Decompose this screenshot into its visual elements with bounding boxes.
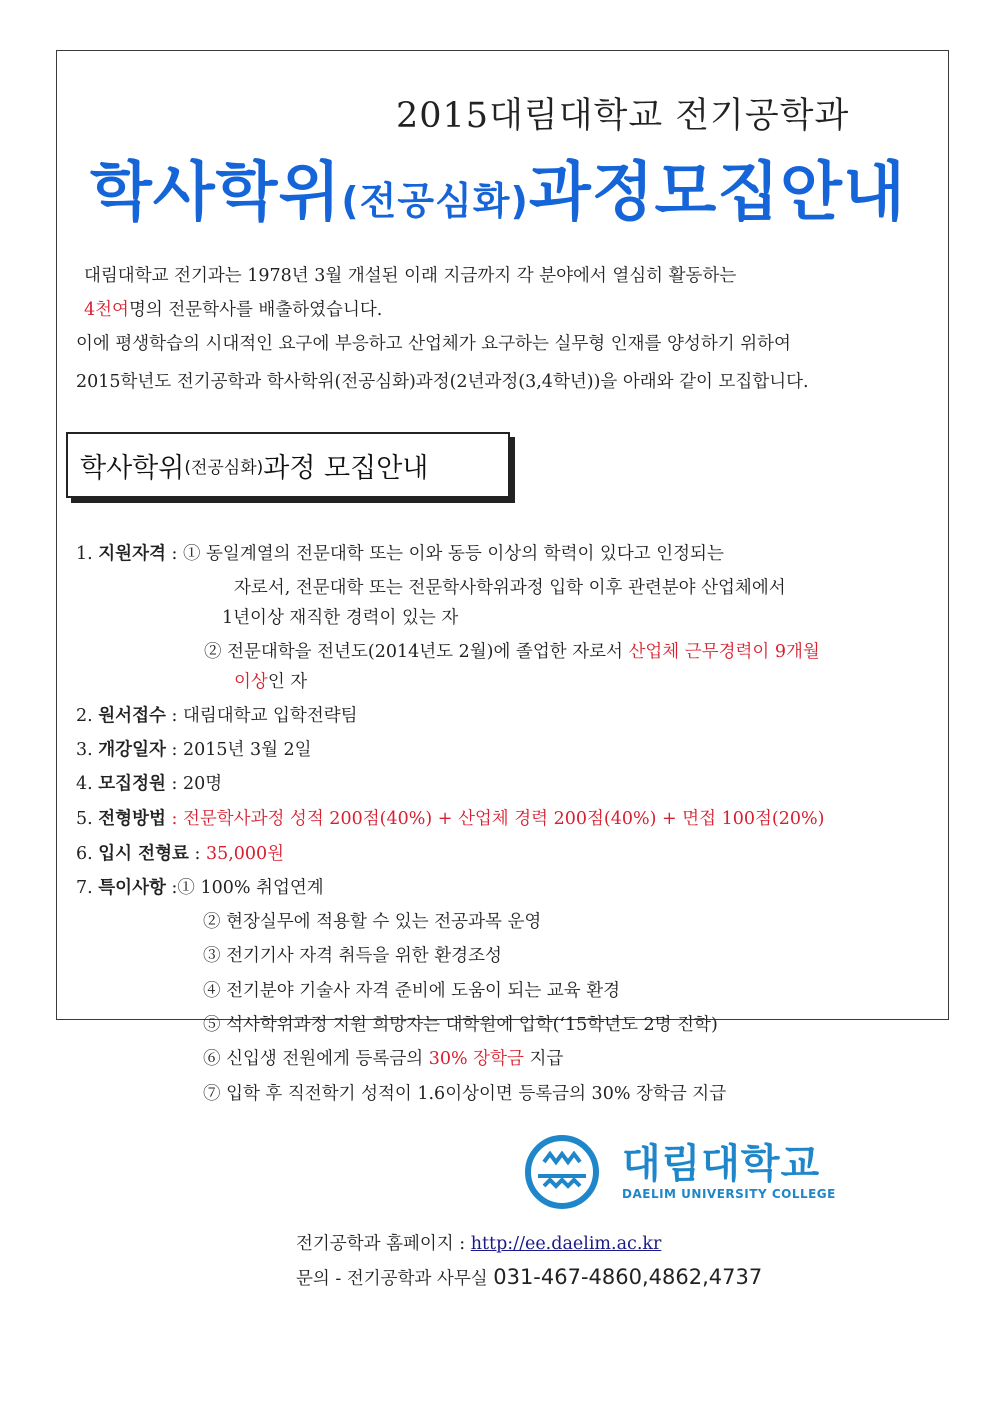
item-2 [76,702,358,727]
logo-korean-name: 대림대학교 [622,1141,821,1187]
item-1-heading [76,540,724,565]
item-4-value: : 20명 [171,774,223,794]
item-6 [76,840,284,865]
item-7-number: 7. [76,878,93,898]
item-5-label: 전형방법 [98,809,166,829]
intro-line-3: 이에 평생학습의 시대적인 요구에 부응하고 산업체가 요구하는 실무형 인재를 양성하기 위하여 [76,334,791,354]
main-title [90,141,906,233]
section-heading-part-3: 과정 모집안내 [263,452,429,484]
item-6-value: 35,000원 [205,844,285,864]
main-title-part-3: 과정모집안내 [528,156,906,230]
item-7-sub-2: ② 현장실무에 적용할 수 있는 전공과목 운영 [203,912,542,932]
item-6-label: 입시 전형료 [98,844,189,864]
item-7-sub-3: ③ 전기기사 자격 취득을 위한 환경조성 [203,946,502,966]
homepage-label: 전기공학과 홈페이지 : [296,1234,471,1254]
intro-line-2-rest: 명의 전문학사를 배출하였습니다. [128,300,383,320]
item-2-label: 원서접수 [98,706,166,726]
item-3-value: : 2015년 3월 2일 [171,740,312,760]
item-2-number: 2. [76,706,93,726]
item-7-sub-1: :① 100% 취업연계 [171,878,324,898]
contact-line [296,1265,762,1290]
item-5-value: : 전문학사과정 성적 200점(40%) + 산업체 경력 200점(40%) + 면접 100점(20%) [171,809,825,829]
logo-english-name: DAELIM UNIVERSITY COLLEGE [622,1187,836,1201]
item-1-line-4-highlight: 산업체 근무경력이 9개월 [628,642,820,662]
item-7-sub-4: ④ 전기분야 기술사 자격 준비에 도움이 되는 교육 환경 [203,981,621,1001]
homepage-line [296,1230,661,1255]
intro-line-2 [84,296,382,321]
item-1-line-3: 1년이상 재직한 경력이 있는 자 [222,608,459,628]
homepage-link[interactable]: http://ee.daelim.ac.kr [470,1234,662,1254]
item-1-line-5 [234,668,307,693]
item-1-line-5-text: 인 자 [267,672,308,692]
item-7-sub-6-end: 지급 [523,1049,564,1069]
item-1-line-4 [204,638,820,663]
intro-line-1: 대림대학교 전기과는 1978년 3월 개설된 이래 지금까지 각 분야에서 열심히 활동하는 [84,266,737,286]
contact-label: 문의 - 전기공학과 사무실 [296,1269,494,1289]
item-7-label: 특이사항 [98,878,166,898]
university-logo-icon [514,1130,614,1210]
item-4 [76,770,222,795]
item-1-line-2: 자로서, 전문대학 또는 전문학사학위과정 입학 이후 관련분야 산업체에서 [234,578,786,598]
item-7-sub-6 [203,1045,563,1070]
section-heading-part-1: 학사학위 [80,452,185,484]
item-1-number: 1. [76,544,93,564]
item-3-label: 개강일자 [98,740,166,760]
intro-highlight: 4천여 [84,300,129,320]
section-heading [66,432,510,498]
item-6-colon: : [194,844,206,864]
item-7 [76,874,324,899]
item-7-sub-7: ⑦ 입학 후 직전학기 성적이 1.6이상이면 등록금의 30% 장학금 지급 [203,1084,727,1104]
main-title-part-2: (전공심화) [341,179,529,223]
item-5-number: 5. [76,809,93,829]
item-1-line-5-highlight: 이상 [234,672,268,692]
item-7-sub-6-highlight: 30% 장학금 [428,1049,524,1069]
item-3 [76,736,312,761]
subtitle: 2015대림대학교 전기공학과 [396,96,850,136]
contact-phone: 031-467-4860,4862,4737 [493,1265,763,1289]
item-7-sub-6-text: ⑥ 신입생 전원에게 등록금의 [203,1049,429,1069]
item-4-label: 모집정원 [98,774,166,794]
item-4-number: 4. [76,774,93,794]
item-3-number: 3. [76,740,93,760]
item-5 [76,805,824,830]
intro-line-4: 2015학년도 전기공학과 학사학위(전공심화)과정(2년과정(3,4학년))을 아래와 같이 모집합니다. [76,372,809,392]
item-7-sub-5: ⑤ 석사학위과정 지원 희망자는 대학원에 입학(‘15학년도 2명 진학) [203,1015,718,1035]
section-heading-part-2: (전공심화) [184,457,264,478]
item-1-label: 지원자격 [98,544,166,564]
item-6-number: 6. [76,844,93,864]
item-2-value: : 대림대학교 입학전략팀 [171,706,358,726]
item-1-line-4-text: ② 전문대학을 전년도(2014년도 2월)에 졸업한 자로서 [204,642,629,662]
main-title-part-1: 학사학위 [90,156,342,230]
item-1-line-1: : ① 동일계열의 전문대학 또는 이와 동등 이상의 학력이 있다고 인정되는 [171,544,724,564]
